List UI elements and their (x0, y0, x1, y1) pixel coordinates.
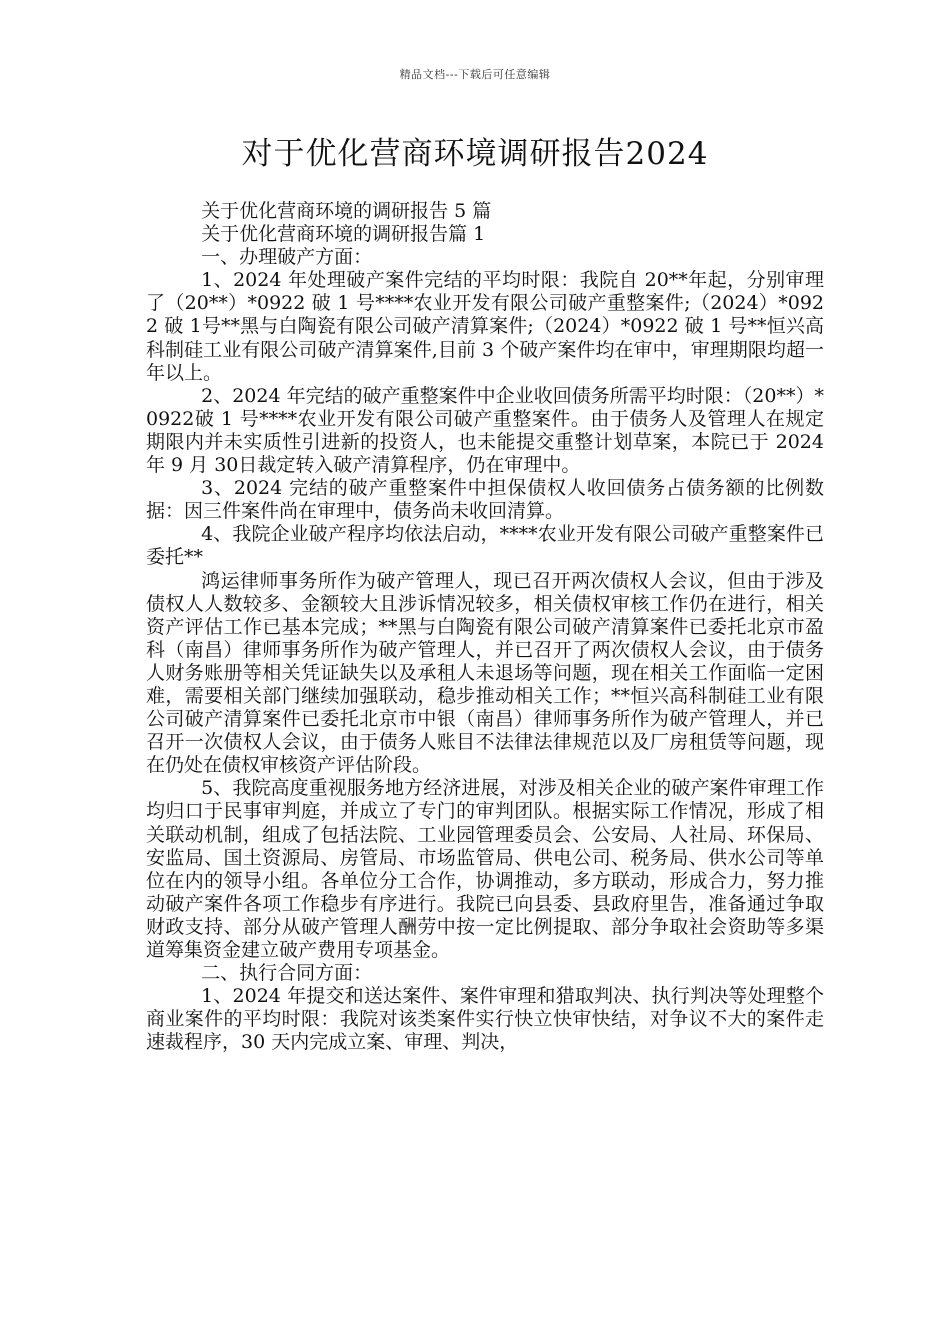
body-paragraph: 1、2024 年提交和送达案件、案件审理和猎取判决、执行判决等处理整个商业案件的平均时限：我院对该类案件实行快立快审快结，对争议不大的案件走速裁程序，30 天内完成立案、审理、判决， (146, 985, 824, 1054)
body-paragraph: 4、我院企业破产程序均依法启动，****农业开发有限公司破产重整案件已委托** (146, 523, 824, 569)
section-heading-paragraph: 关于优化营商环境的调研报告篇 1 (201, 223, 486, 246)
body-paragraph: 5、我院高度重视服务地方经济进展，对涉及相关企业的破产案件审理工作均归口于民事审判庭，并成立了专门的审判团队。根据实际工作情况，形成了相关联动机制，组成了包括法院、工业园管理委员会、公安局、人社局、环保局、安监局、国土资源局、房管局、市场监管局、供电公司、税务局、供水公司等单位在内的领导小组。各单位分工合作，协调推动，多方联动，形成合力，努力推动破产案件各项工作稳步有序进行。我院已向县委、县政府里告，准备通过争取财政支持、部分从破产管理人酬劳中按一定比例提取、部分争取社会资助等多渠道筹集资金建立破产费用专项基金。 (146, 777, 824, 961)
body-paragraph: 2、2024 年完结的破产重整案件中企业收回债务所需平均时限：（20**）*0922破 1 号****农业开发有限公司破产重整案件。由于债务人及管理人在规定期限内并未实质性引进新的投资人，也未能提交重整计划草案，本院已于 2024 年 9 月 30日裁定转入破产清算程序，仍在审理中。 (146, 384, 824, 477)
body-paragraph: 鸿运律师事务所作为破产管理人，现已召开两次债权人会议，但由于涉及债权人人数较多、金额较大且涉诉情况较多，相关债权审核工作仍在进行，相关资产评估工作已基本完成；**黑与白陶瓷有限公司破产清算案件已委托北京市盈科（南昌）律师事务所作为破产管理人，并已召开了两次债权人会议，由于债务人财务账册等相关凭证缺失以及承租人未退场等问题，现在相关工作面临一定困难，需要相关部门继续加强联动，稳步推动相关工作；**恒兴高科制硅工业有限公司破产清算案件已委托北京市中银（南昌）律师事务所作为破产管理人，并已召开一次债权人会议，由于债务人账目不法律法律规范以及厂房租赁等问题，现在仍处在债权审核资产评估阶段。 (146, 569, 824, 777)
subtitle-paragraph: 关于优化营商环境的调研报告 5 篇 (201, 200, 492, 222)
body-paragraph: 1、2024 年处理破产案件完结的平均时限：我院自 20**年起，分别审理了（20**）*0922 破 1 号****农业开发有限公司破产重整案件;（2024）*0922 破 1号**黑与白陶瓷有限公司破产清算案件;（2024）*0922 破 1 号**恒兴高科制硅工业有限公司破产清算案件,目前 3 个破产案件均在审中，审理期限均超一年以上。 (146, 269, 824, 384)
section-heading-bankruptcy: 一、办理破产方面： (201, 246, 373, 269)
body-paragraph: 3、2024 完结的破产重整案件中担保债权人收回债务占债务额的比例数据：因三件案件尚在审理中，债务尚未收回清算。 (146, 477, 824, 523)
header-note: 精品文档---下载后可任意编辑 (399, 68, 551, 81)
document-body (146, 200, 824, 1054)
section-heading-contracts: 二、执行合同方面： (201, 962, 373, 985)
document-title: 对于优化营商环境调研报告2024 (241, 136, 709, 172)
